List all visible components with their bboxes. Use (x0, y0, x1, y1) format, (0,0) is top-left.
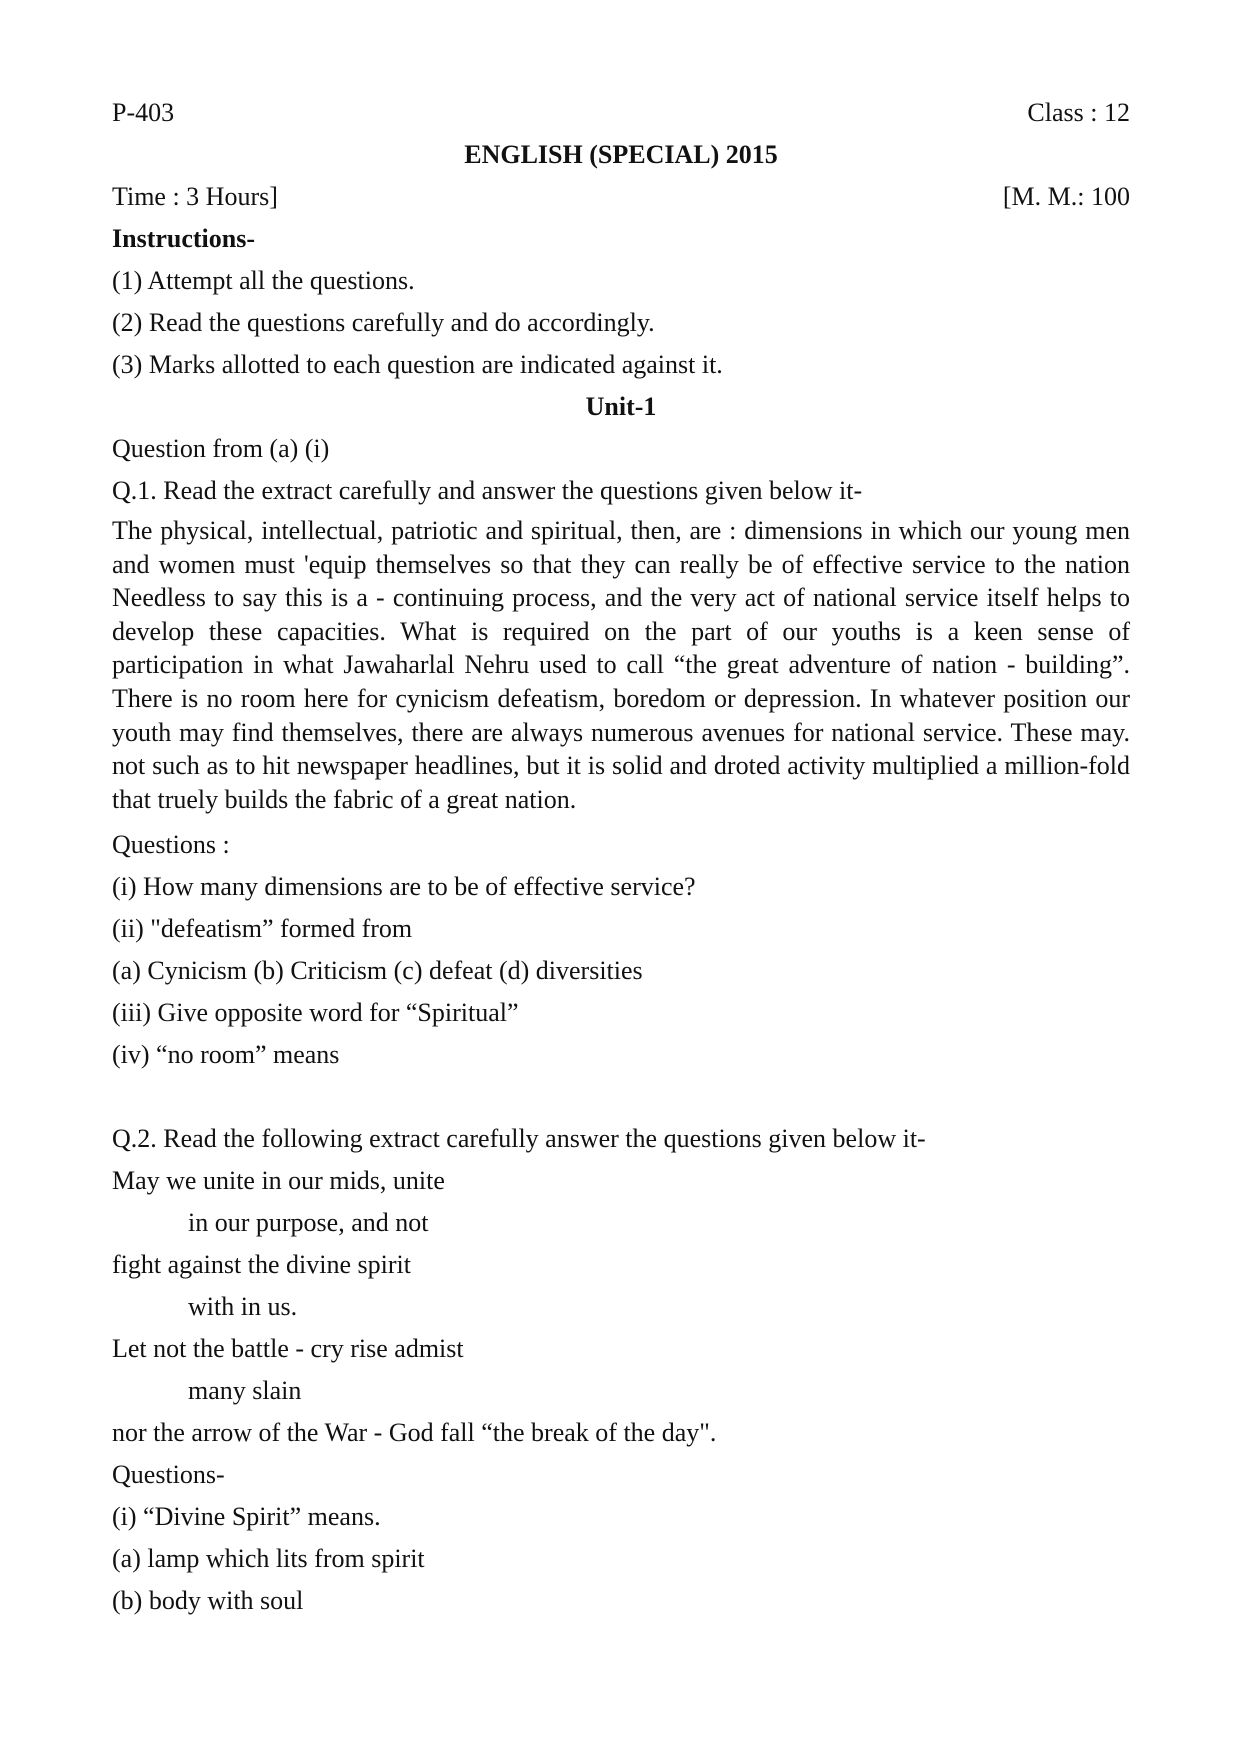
q1-passage: The physical, intellectual, patriotic and spiritual, then, are : dimensions in which our young men and women must 'equip themselves so that they can really be of effective service to the nation Needless to say this is a - continuing process, and the very act of national service itself helps to develop these capacities. What is required on the part of our youths is a keen sense of participation in what Jawaharlal Nehru used to call “the great adventure of nation - building”. There is no room here for cynicism defeatism, boredom or depression. In whatever position our youth may find themselves, there are always numerous avenues for national service. These may. not such as to hit newspaper headlines, but it is solid and droted activity multiplied a million-fold that truely builds the fabric of a great nation. (112, 516, 1130, 814)
q1-questions-label: Questions : (112, 830, 230, 860)
poem-line: nor the arrow of the War - God fall “the break of the day". (112, 1418, 717, 1448)
poem-line: Let not the battle - cry rise admist (112, 1334, 464, 1364)
header-time-row (112, 176, 1130, 218)
unit-note: Question from (a) (i) (112, 434, 330, 463)
max-marks-label: [M. M.: 100 (1002, 182, 1130, 211)
q1-question: (i) How many dimensions are to be of effective service? (112, 872, 696, 902)
header-top-row (112, 92, 1130, 134)
q1-question: (iv) “no room” means (112, 1040, 340, 1070)
q1-question: (ii) "defeatism” formed from (112, 914, 413, 944)
class-label: Class : 12 (1027, 98, 1130, 127)
section-gap (112, 1076, 1130, 1118)
instructions-heading: Instructions- (112, 224, 256, 253)
poem-line: in our purpose, and not (188, 1208, 429, 1238)
exam-title: ENGLISH (SPECIAL) 2015 (464, 140, 778, 169)
poem-line: many slain (188, 1376, 302, 1406)
time-label: Time : 3 Hours] (112, 182, 278, 211)
poem-line: May we unite in our mids, unite (112, 1166, 445, 1196)
paper-code: P-403 (112, 98, 175, 127)
poem-line: with in us. (188, 1292, 298, 1322)
unit-heading: Unit-1 (585, 392, 657, 421)
exam-page (112, 92, 1130, 1622)
q1-prompt: Q.1. Read the extract carefully and answer the questions given below it- (112, 476, 863, 505)
q1-question: (iii) Give opposite word for “Spiritual” (112, 998, 519, 1028)
q2-option: (b) body with soul (112, 1586, 304, 1616)
q2-prompt: Q.2. Read the following extract carefully answer the questions given below it- (112, 1124, 926, 1154)
instruction-item: (3) Marks allotted to each question are indicated against it. (112, 350, 723, 379)
q1-options: (a) Cynicism (b) Criticism (c) defeat (d) diversities (112, 956, 643, 986)
q2-question: (i) “Divine Spirit” means. (112, 1502, 381, 1532)
q2-option: (a) lamp which lits from spirit (112, 1544, 425, 1574)
poem-line: fight against the divine spirit (112, 1250, 411, 1280)
instruction-item: (1) Attempt all the questions. (112, 266, 415, 295)
instruction-item: (2) Read the questions carefully and do accordingly. (112, 308, 655, 337)
q2-questions-label: Questions- (112, 1460, 225, 1490)
